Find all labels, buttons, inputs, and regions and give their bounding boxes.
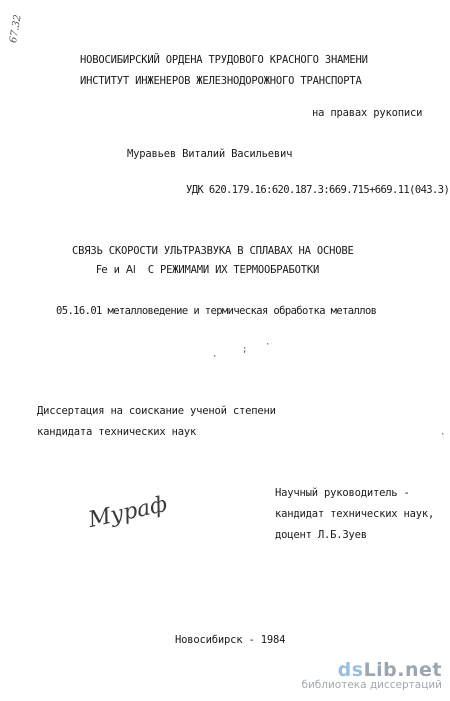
title-line-1: СВЯЗЬ СКОРОСТИ УЛЬТРАЗВУКА В СПЛАВАХ НА ОСНОВЕ: [72, 245, 354, 257]
stray-mark: ·: [212, 352, 218, 362]
element-al: Al: [125, 264, 136, 276]
title-line-2: [96, 264, 319, 276]
watermark: [301, 659, 442, 691]
watermark-subtitle: библиотека диссертаций: [301, 679, 442, 691]
udk-code: УДК 620.179.16:620.187.3:669.715+669.11(043.3): [186, 184, 450, 196]
handwritten-signature: Мураф: [86, 491, 170, 534]
stray-mark: ·: [440, 430, 446, 440]
corner-note: 67.32: [8, 13, 24, 44]
title-and: и: [113, 264, 120, 276]
degree-line-1: Диссертация на соискание ученой степени: [37, 405, 276, 417]
author-name: Муравьев Виталий Васильевич: [127, 148, 293, 160]
supervisor-line-3: доцент Л.Б.Зуев: [275, 529, 367, 541]
element-fe: Fe: [96, 264, 108, 276]
specialty-code: 05.16.01 металловедение и термическая обработка металлов: [56, 305, 377, 317]
supervisor-line-2: кандидат технических наук,: [275, 508, 435, 520]
stray-mark: ;: [242, 345, 248, 355]
org-line-1: НОВОСИБИРСКИЙ ОРДЕНА ТРУДОВОГО КРАСНОГО ЗНАМЕНИ: [80, 54, 368, 66]
supervisor-line-1: Научный руководитель -: [275, 487, 410, 499]
city-year: Новосибирск - 1984: [175, 634, 286, 646]
rights-note: на правах рукописи: [312, 107, 423, 119]
title-line-2-rest: С РЕЖИМАМИ ИХ ТЕРМООБРАБОТКИ: [147, 264, 320, 276]
watermark-logo: dsLib.net: [337, 659, 442, 681]
degree-line-2: кандидата технических наук: [37, 426, 197, 438]
org-line-2: ИНСТИТУТ ИНЖЕНЕРОВ ЖЕЛЕЗНОДОРОЖНОГО ТРАНСПОРТА: [80, 75, 362, 87]
stray-mark: ·: [265, 340, 271, 350]
